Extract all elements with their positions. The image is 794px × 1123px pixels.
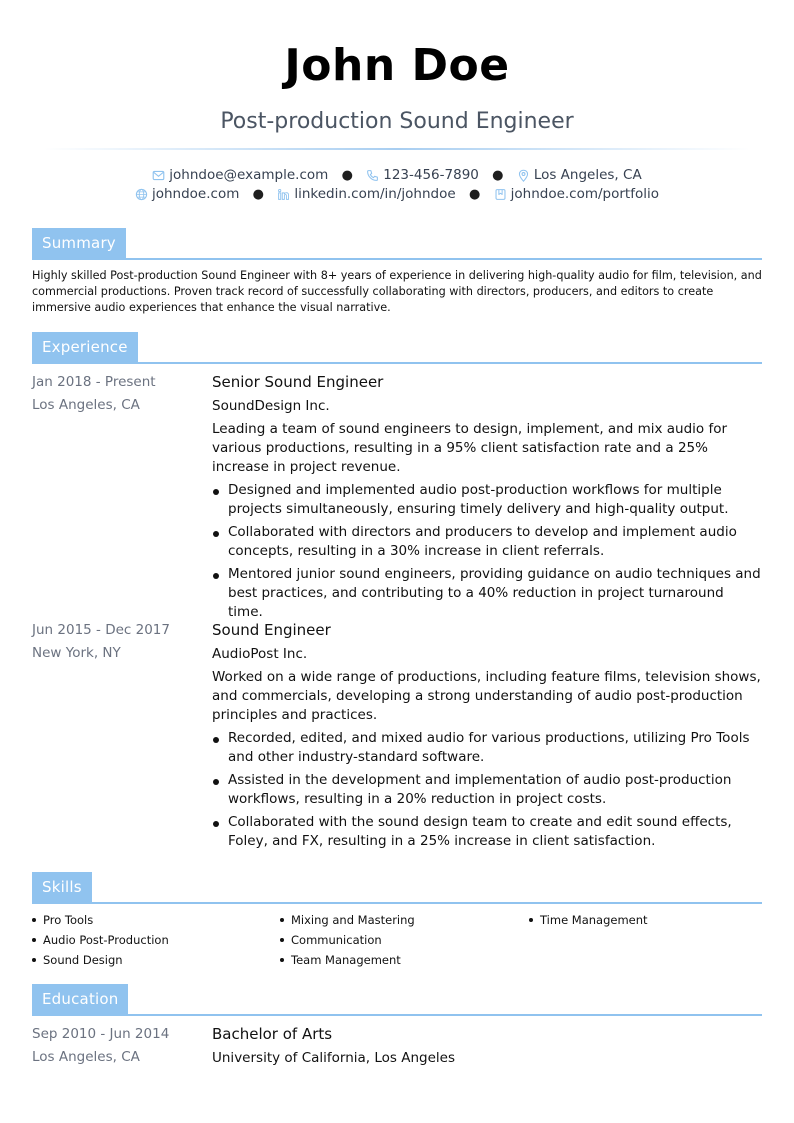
section-header-experience <box>32 332 762 364</box>
bullet-icon <box>32 958 36 962</box>
experience-title: Sound Engineer <box>212 621 331 639</box>
skill-item <box>280 930 520 950</box>
envelope-icon <box>152 169 165 182</box>
experience-bullet <box>212 523 762 561</box>
experience-details <box>212 371 762 626</box>
experience-bullet <box>212 729 762 767</box>
skill-label: Audio Post-Production <box>43 933 169 947</box>
bullet-icon <box>529 918 533 922</box>
experience-meta <box>32 619 202 665</box>
contact-portfolio-text: johndoe.com/portfolio <box>510 186 659 202</box>
section-title-education: Education <box>32 984 128 1014</box>
experience-meta <box>32 371 202 417</box>
section-rule <box>32 902 762 904</box>
bullet-icon <box>32 938 36 942</box>
contact-linkedin[interactable] <box>277 185 455 203</box>
education-dates: Sep 2010 - Jun 2014 <box>32 1026 170 1042</box>
contact-row-primary <box>0 166 794 185</box>
experience-description: Leading a team of sound engineers to design, implement, and mix audio for various productions, resulting in a 95% client satisfaction rate and a 25% increase in project revenue. <box>212 421 728 475</box>
experience-company: AudioPost Inc. <box>212 646 308 662</box>
section-rule <box>32 258 762 260</box>
education-school: University of California, Los Angeles <box>212 1050 456 1066</box>
bullet-icon <box>213 573 219 579</box>
contact-email[interactable] <box>152 166 328 184</box>
experience-bullet-text: Recorded, edited, and mixed audio for various productions, utilizing Pro Tools and other industry-standard software. <box>228 730 750 765</box>
bullet-icon <box>280 918 284 922</box>
bullet-icon <box>213 779 219 785</box>
contact-phone[interactable] <box>366 166 479 184</box>
bullet-icon <box>213 531 219 537</box>
bullet-icon <box>32 918 36 922</box>
bookmark-icon <box>494 188 507 201</box>
skill-item <box>280 950 520 970</box>
contact-row-links <box>0 185 794 204</box>
candidate-name: John Doe <box>284 40 510 91</box>
section-title-summary: Summary <box>32 228 126 258</box>
experience-bullet-text: Designed and implemented audio post-production workflows for multiple projects simultaneously, ensuring timely delivery and high-quality output. <box>228 482 729 517</box>
contact-website-text: johndoe.com <box>151 186 240 202</box>
skill-label: Sound Design <box>43 953 123 967</box>
section-header-summary <box>32 228 762 260</box>
contact-separator: ● <box>341 168 353 183</box>
skill-label: Time Management <box>540 913 648 927</box>
summary-paragraph: Highly skilled Post-production Sound Engineer with 8+ years of experience in delivering high-quality audio for film, television, and commercial productions. Proven track record of successfully collaborating with directors, producers, and editors to create immersive audio experiences that enhance the visual narrative. <box>32 269 762 314</box>
skill-item <box>32 910 272 930</box>
job-title: Post-production Sound Engineer <box>220 109 574 134</box>
education-location: Los Angeles, CA <box>32 1049 140 1065</box>
skill-label: Communication <box>291 933 382 947</box>
experience-bullets <box>212 481 762 622</box>
section-header-skills <box>32 872 762 904</box>
experience-dates: Jun 2015 - Dec 2017 <box>32 622 170 638</box>
experience-bullets <box>212 729 762 851</box>
bullet-icon <box>280 938 284 942</box>
section-title-skills: Skills <box>32 872 92 902</box>
bullet-icon <box>213 489 219 495</box>
section-title-experience: Experience <box>32 332 138 362</box>
experience-location: New York, NY <box>32 645 121 661</box>
experience-bullet-text: Mentored junior sound engineers, providing guidance on audio techniques and best practices, and contributing to a 40% reduction in project turnaround time. <box>228 566 761 620</box>
contact-location-text: Los Angeles, CA <box>533 167 642 183</box>
experience-dates: Jan 2018 - Present <box>32 374 156 390</box>
contact-portfolio[interactable] <box>494 185 659 203</box>
experience-bullet-text: Assisted in the development and implementation of audio post-production workflows, resulting in a 20% reduction in project costs. <box>228 772 732 807</box>
bullet-icon <box>213 737 219 743</box>
phone-icon <box>366 169 379 182</box>
education-details <box>212 1023 762 1070</box>
linkedin-icon <box>277 188 290 201</box>
skill-label: Mixing and Mastering <box>291 913 415 927</box>
skill-label: Pro Tools <box>43 913 94 927</box>
skill-item <box>32 950 272 970</box>
experience-company: SoundDesign Inc. <box>212 398 330 414</box>
skills-column <box>280 910 520 970</box>
experience-bullet-text: Collaborated with the sound design team to create and edit sound effects, Foley, and FX, resulting in a 25% increase in client satisfaction. <box>228 814 732 849</box>
contact-website[interactable] <box>135 185 239 203</box>
contact-separator: ● <box>492 168 504 183</box>
experience-title: Senior Sound Engineer <box>212 373 384 391</box>
skills-column <box>529 910 769 930</box>
experience-bullet <box>212 771 762 809</box>
experience-bullet <box>212 813 762 851</box>
globe-icon <box>135 188 148 201</box>
contact-location <box>517 166 642 184</box>
experience-bullet-text: Collaborated with directors and producers to develop and implement audio concepts, resulting in a 30% increase in client referrals. <box>228 524 737 559</box>
skill-item <box>529 910 769 930</box>
experience-bullet <box>212 565 762 622</box>
contact-phone-text: 123-456-7890 <box>383 167 479 183</box>
skills-column <box>32 910 272 970</box>
experience-details <box>212 619 762 855</box>
skill-label: Team Management <box>291 953 401 967</box>
experience-location: Los Angeles, CA <box>32 397 140 413</box>
education-degree: Bachelor of Arts <box>212 1025 333 1043</box>
experience-bullet <box>212 481 762 519</box>
contact-separator: ● <box>252 187 265 202</box>
bullet-icon <box>280 958 284 962</box>
section-header-education <box>32 984 762 1016</box>
header-divider <box>44 148 750 150</box>
contact-email-text: johndoe@example.com <box>169 167 329 183</box>
section-rule <box>32 1014 762 1016</box>
education-meta <box>32 1023 202 1069</box>
map-pin-icon <box>517 169 530 182</box>
skill-item <box>280 910 520 930</box>
skill-item <box>32 930 272 950</box>
contact-linkedin-text: linkedin.com/in/johndoe <box>294 186 456 202</box>
section-rule <box>32 362 762 364</box>
contact-separator: ● <box>468 187 481 202</box>
bullet-icon <box>213 821 219 827</box>
experience-description: Worked on a wide range of productions, including feature films, television shows, and commercials, developing a strong understanding of audio post-production principles and practices. <box>212 669 761 723</box>
